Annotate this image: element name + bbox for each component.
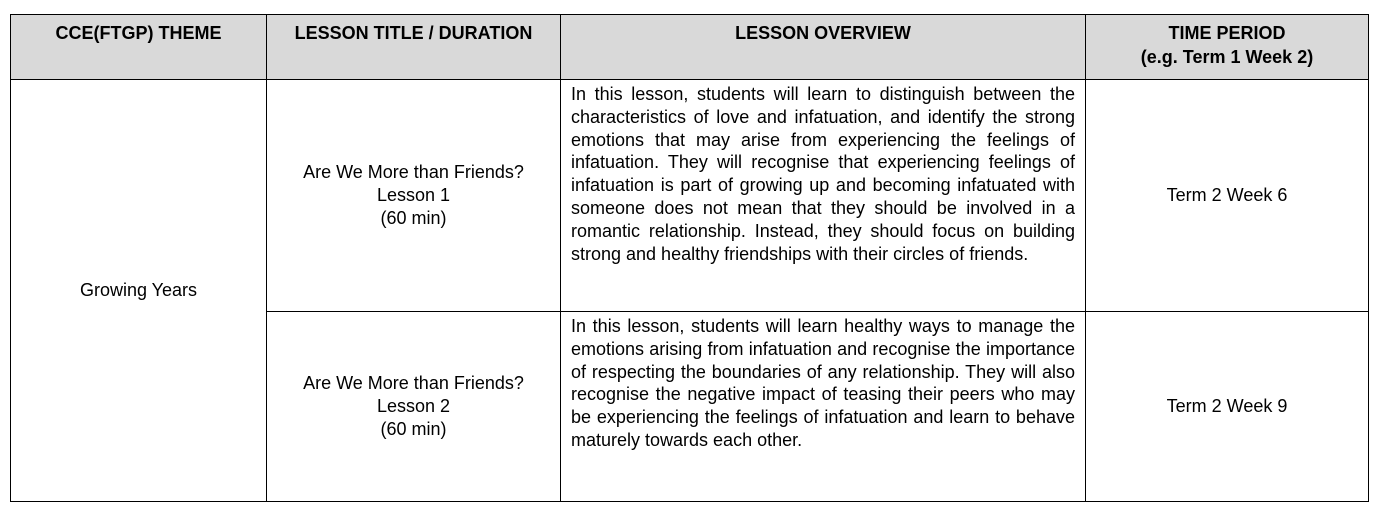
lesson-number: Lesson 2 (376, 396, 451, 417)
lesson-overview-cell (561, 312, 1086, 502)
lesson-overview-text: In this lesson, students will learn healthy ways to manage the emotions arising from infatuation and recognise the importance of respecting the boundaries of any relationship. They will also recognise the negative impact of teasing their peers who may be experiencing the feelings of infatuation and learn to behave maturely towards each other. (571, 316, 1075, 450)
table-row (11, 80, 1369, 312)
lesson-duration: (60 min) (380, 207, 447, 228)
lesson-title: Are We More than Friends? (303, 373, 524, 394)
header-time-period-line1: TIME PERIOD (1168, 23, 1286, 43)
lesson-number: Lesson 1 (376, 185, 451, 206)
lesson-title-cell (267, 312, 561, 502)
time-period-cell: Term 2 Week 9 (1086, 312, 1369, 502)
header-row (11, 15, 1369, 80)
lesson-overview-text: In this lesson, students will learn to distinguish between the characteristics of love and infatuation, and identify the strong emotions that may arise from experiencing the feelings of infatuation. They will recognise that experiencing feelings of infatuation is part of growing up and becoming infatuated with someone does not mean that they should be involved in a romantic relationship. Instead, they should focus on building strong and healthy friendships with their circles of friends. (571, 84, 1075, 264)
header-overview: LESSON OVERVIEW (561, 15, 1086, 80)
header-theme: CCE(FTGP) THEME (11, 15, 267, 80)
lesson-plan-table (10, 14, 1369, 502)
header-time-period-line2: (e.g. Term 1 Week 2) (1140, 47, 1314, 67)
lesson-duration: (60 min) (380, 418, 447, 439)
lesson-overview-cell (561, 80, 1086, 312)
header-lesson-title: LESSON TITLE / DURATION (267, 15, 561, 80)
lesson-title-cell (267, 80, 561, 312)
time-period-cell: Term 2 Week 6 (1086, 80, 1369, 312)
theme-cell: Growing Years (11, 80, 267, 502)
lesson-title: Are We More than Friends? (303, 162, 524, 183)
header-time-period (1086, 15, 1369, 80)
